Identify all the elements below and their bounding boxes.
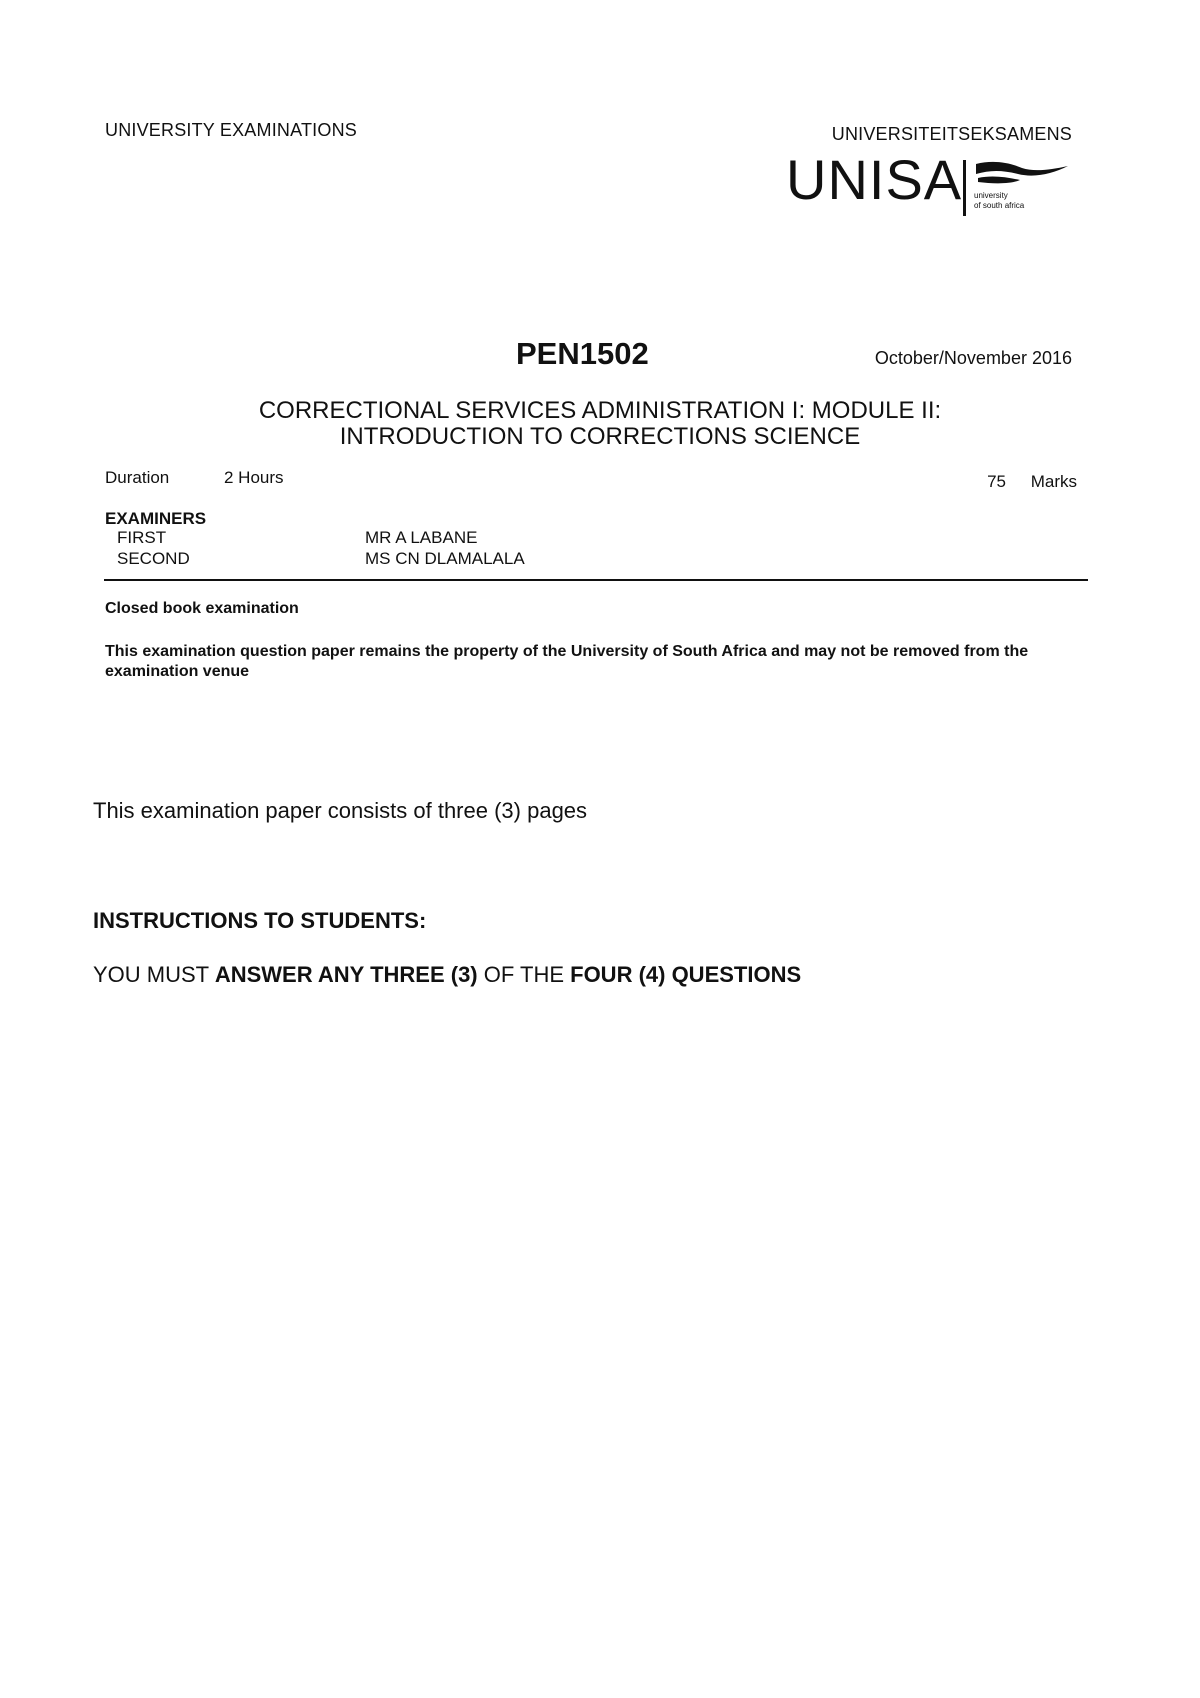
- second-examiner-label: SECOND: [117, 549, 190, 568]
- marks-label: Marks: [1030, 472, 1077, 491]
- property-note: This examination question paper remains the property of the University of South Africa and may not be removed from the examination venue: [105, 643, 1029, 680]
- closed-book-note: Closed book examination: [105, 600, 299, 617]
- marks-value: 75: [987, 472, 1006, 491]
- instructions-part2: ANSWER ANY THREE (3): [214, 962, 478, 987]
- duration-label: Duration: [105, 468, 170, 487]
- unisa-logo: [786, 148, 1076, 222]
- instructions-part3: OF THE: [477, 962, 571, 987]
- second-examiner-name: MS CN DLAMALALA: [365, 549, 525, 568]
- logo-divider: [963, 160, 966, 216]
- instructions-body: [93, 962, 801, 988]
- horizontal-divider: [104, 579, 1088, 581]
- pages-note: This examination paper consists of three (3) pages: [93, 798, 588, 823]
- first-examiner-name: MR A LABANE: [365, 528, 478, 547]
- module-title: [0, 398, 1200, 450]
- examiners-heading: EXAMINERS: [105, 509, 207, 528]
- logo-subtitle-line1: university: [974, 191, 1008, 200]
- instructions-part1: YOU MUST: [93, 962, 215, 987]
- logo-emblem-icon: [972, 158, 1072, 192]
- module-title-line2: INTRODUCTION TO CORRECTIONS SCIENCE: [339, 423, 861, 450]
- exam-session: October/November 2016: [874, 348, 1072, 368]
- module-code: PEN1502: [516, 336, 649, 371]
- instructions-part4: FOUR (4) QUESTIONS: [570, 962, 802, 987]
- first-examiner-label: FIRST: [117, 528, 167, 547]
- header-university-examinations: UNIVERSITY EXAMINATIONS: [105, 120, 357, 140]
- logo-wordmark: UNISA: [786, 148, 963, 211]
- instructions-heading: INSTRUCTIONS TO STUDENTS:: [93, 908, 427, 933]
- module-title-line1: CORRECTIONAL SERVICES ADMINISTRATION I: MODULE II:: [258, 397, 942, 424]
- logo-subtitle-line2: of south africa: [974, 201, 1025, 210]
- duration-value: 2 Hours: [224, 468, 284, 487]
- header-universiteitseksamens: UNIVERSITEITSEKSAMENS: [831, 124, 1072, 144]
